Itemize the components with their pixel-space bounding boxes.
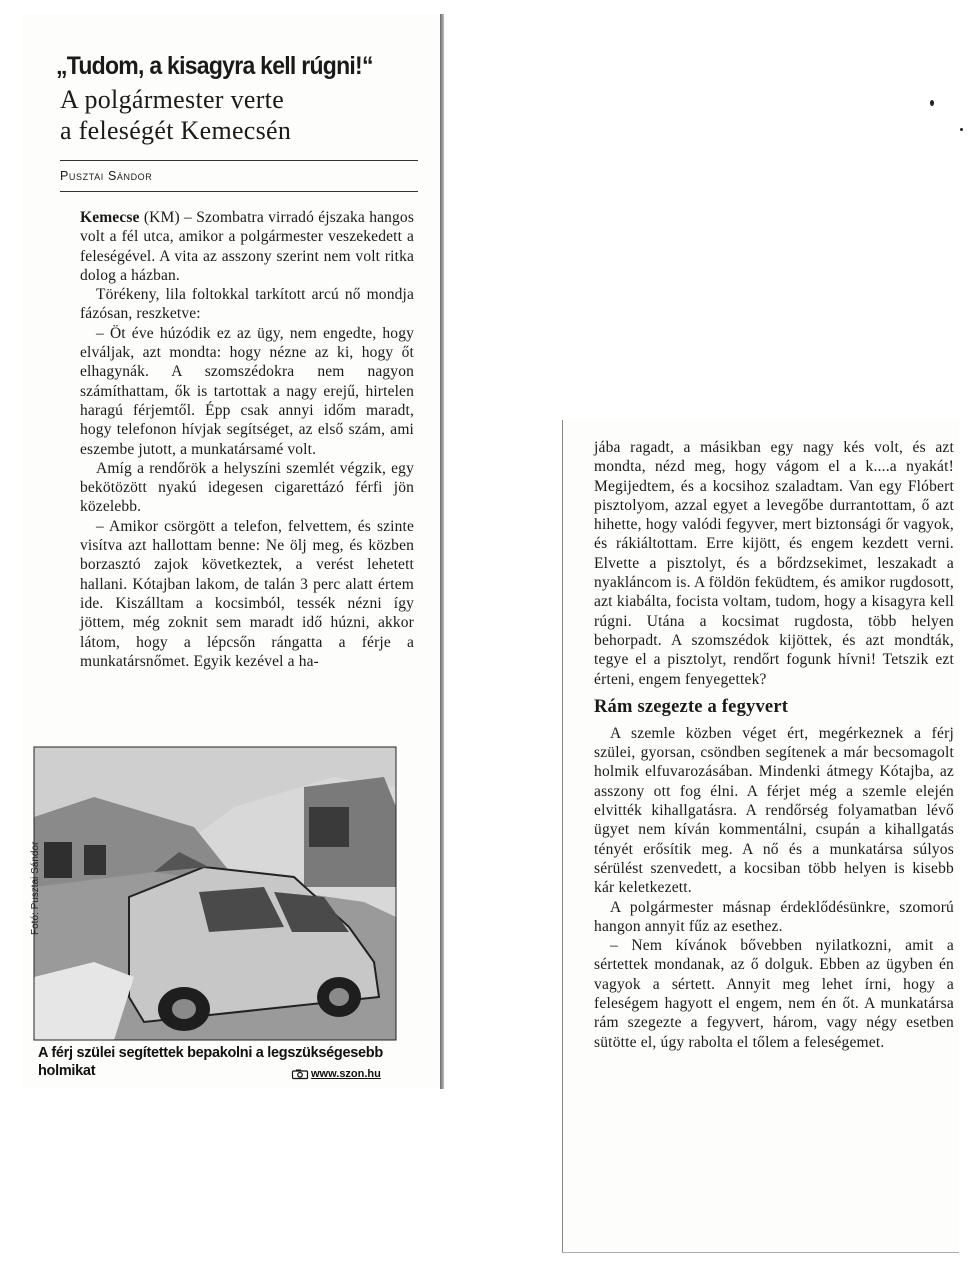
dateline: Kemecse	[80, 209, 140, 226]
photo-caption: A férj szülei segítettek bepakolni a legszükségesebb holmikat	[38, 1045, 383, 1079]
divider-bottom	[60, 191, 418, 192]
paragraph: – Amikor csörgött a telefon, felvettem, és szinte visítva azt hallottam benne: Ne ölj meg, és közben borzasztó zajok következtek, a verést lehetett hallani. Kótajban lakom, de talán 3 perc alatt értem ide. Kiszálltam a kocsimból, tessék nézni így jöttem, még zoknit sem maradt idő húzni, akkor látom, hogy a lépcsőn rángatta a férje a munkatársnőmet. Egyik kezével a ha-	[80, 517, 414, 670]
paragraph: A szemle közben véget ért, megérkeznek a férj szülei, gyorsan, csöndben segítenek a már becsomagolt holmik elfuvarozásában. Mindenki átmegy Kótajba, az asszony ott fog élni. A férjet még a szemle elején elvitték kihallgatásra. A rendőrség folyamatban lévő ügyet nem kíván kommentálni, csupán a kihallgatás tényét erősítik meg. A nő és a munkatársa súlyos sérülést szenvedett, a kocsiban több helyen is kisebb kár keletkezett.	[594, 724, 954, 897]
caption-source	[292, 1068, 381, 1080]
divider-top	[60, 160, 418, 161]
camera-icon	[292, 1069, 308, 1079]
car-house-photo	[34, 747, 396, 1040]
paragraph: – Öt éve húzódik ez az ügy, nem engedte, hogy elváljak, azt mondta: hogy nézne az ki, hogy őt elhagynák. A szomszédokra nem nagyon számíthattam, ők is tartottak a nagy erejű, hirtelen haragú férjemtől. Épp csak annyi időm maradt, hogy telefonon hívjak segítséget, az első szám, ami eszembe jutott, a munkatársamé volt.	[80, 324, 414, 458]
article-header-block	[56, 50, 416, 671]
source-url: www.szon.hu	[311, 1068, 381, 1080]
paragraph: Törékeny, lila foltokkal tarkított arcú nő mondja fázósan, reszketve:	[80, 286, 414, 323]
paragraph-lead: Kemecse (KM) – Szombatra virradó éjszaka hangos volt a fél utca, amikor a polgármester veszekedett a feleségével. A vita az asszony szerint nem volt ritka dolog a házban.	[80, 209, 414, 284]
right-body	[594, 438, 954, 1052]
article-photo	[30, 747, 396, 1040]
byline: Pusztai Sándor	[60, 169, 153, 183]
scan-speck	[930, 100, 934, 106]
paragraph: – Nem kívánok bővebben nyilatkozni, amit a sértettek mondanak, az ő dolguk. Ebben az ügyben én vagyok a sértett. Annyit meg lehet írni, hogy a feleségem hagyott el engem, nem én őt. A munkatársa rám szegezte a fegyvert, három, vagy négy esetben sütötte el, úgy rabolta el tőlem a feleségemet.	[594, 937, 954, 1051]
clipping-shadow-edge	[440, 14, 444, 1089]
subhead-line-2: a feleségét Kemecsén	[60, 116, 292, 145]
photo-credit: Fotó: Pusztai Sándor	[30, 841, 41, 935]
scan-speck	[960, 128, 963, 131]
section-subtitle: Rám szegezte a fegyvert	[594, 696, 789, 717]
subhead	[60, 84, 416, 146]
paragraph-continued: jába ragadt, a másikban egy nagy kés volt, és azt mondta, nézd meg, hogy vágom el a k....a nyakát! Megijedtem, és a kocsihoz szaladtam. Van egy Flóbert pisztolyom, azzal egyet a levegőbe durrantottam, ő azt hihette, hogy valódi fegyver, mert biztonsági őr vagyok, és rákiáltottam. Erre kijött, és engem kezdett verni. Elvette a pisztolyt, és a bőrdzsekimet, leszakadt a nyakláncom is. A földön feküdtem, és amikor rugdosott, azt kiabálta, focista voltam, tudom, hogy a kisagyra kell rúgni. Utána a kocsimat rugdosta, több helyen behorpadt. A szomszédok kijöttek, és azt mondták, tegye el a pisztolyt, rendőrt fogunk hívni! Tetszik ezt érteni, engem fenyegettek?	[594, 439, 954, 688]
right-clipping	[562, 420, 959, 1253]
subhead-line-1: A polgármester verte	[60, 85, 285, 114]
paragraph: Amíg a rendőrök a helyszíni szemlét végzik, egy bekötözött nyakú idegesen cigarettázó férfi jön közelebb.	[80, 459, 414, 516]
left-body	[80, 208, 414, 671]
headline: „Tudom, a kisagyra kell rúgni!“	[56, 52, 373, 80]
paragraph: A polgármester másnap érdeklődésünkre, szomorú hangon annyit fűz az esethez.	[594, 898, 954, 935]
